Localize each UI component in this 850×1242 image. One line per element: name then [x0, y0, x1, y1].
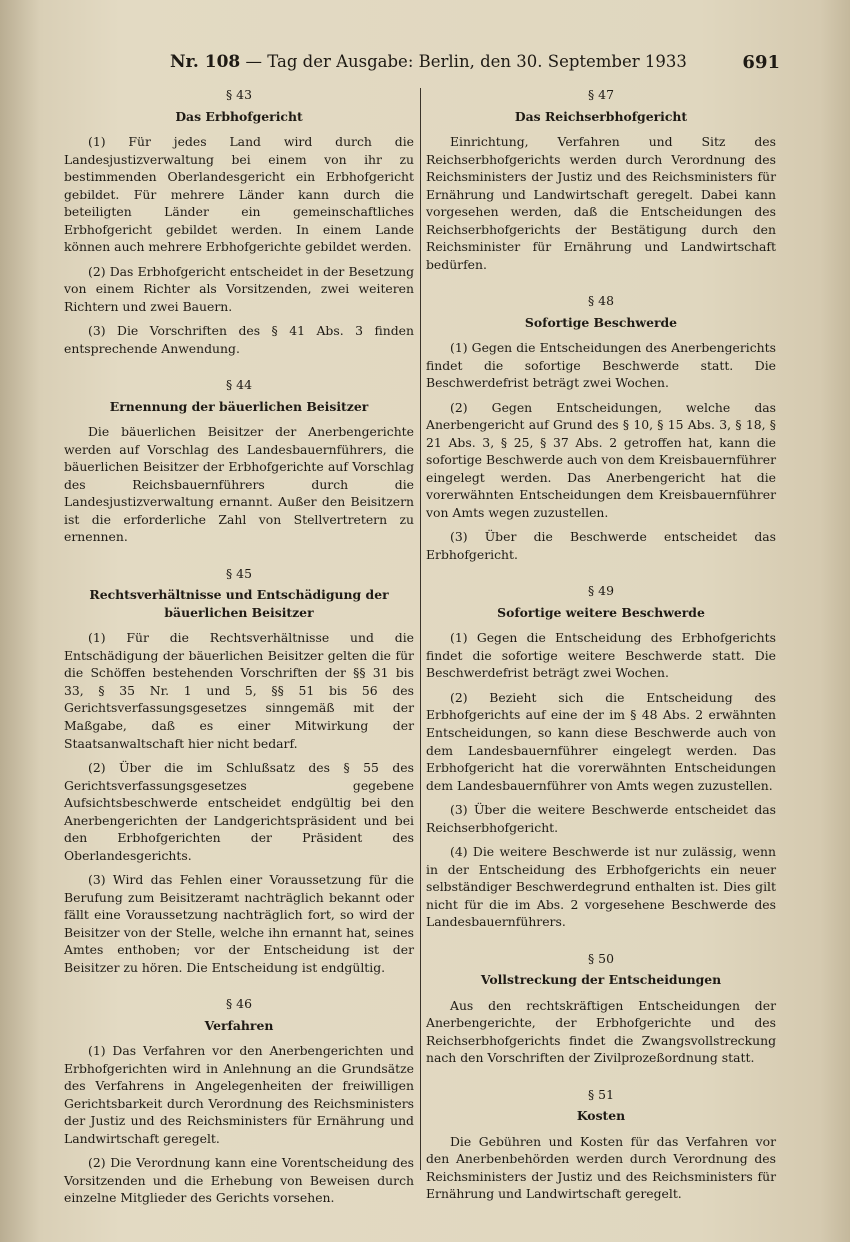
- section-51: [426, 1086, 776, 1203]
- section-number: § 45: [226, 565, 252, 581]
- section-44: [64, 376, 414, 546]
- paragraph: (1) Gegen die Entscheidung des Erbhofgerichts findet die sofortige weitere Beschwerde statt. Die Beschwerdefrist beträgt zwei Wochen.: [426, 630, 776, 681]
- paragraph: (2) Die Verordnung kann eine Vorentscheidung des Vorsitzenden und die Erhebung von Beweisen durch einzelne Mitglieder des Gerichts vorsehen.: [64, 1155, 414, 1206]
- section-title: Sofortige weitere Beschwerde: [497, 604, 705, 620]
- paragraph: Die Gebühren und Kosten für das Verfahren vor den Anerbenbehörden werden durch Verordnung des Reichsministers der Justiz und des Reichsministers für Ernährung und Landwirtschaft geregelt.: [426, 1133, 776, 1202]
- section-number: § 43: [226, 87, 252, 102]
- paragraph: (3) Über die weitere Beschwerde entscheidet das Reichserbhofgericht.: [426, 802, 776, 835]
- paragraph: (1) Für die Rechtsverhältnisse und die Entschädigung der bäuerlichen Beisitzer gelten die für die Schöffen bestehenden Vorschriften der §§ 31 bis 33, § 35 Nr. 1 und 5, §§ 51 bis 56 des Gerichtsverfassungsgesetzes sinngemäß mit der Maßgabe, daß es einer Mitwirkung der Staatsanwaltschaft hier nicht bedarf.: [64, 630, 414, 751]
- section-48: [426, 292, 776, 563]
- paragraph: (4) Die weitere Beschwerde ist nur zulässig, wenn in der Entscheidung des Erbhofgerichts ein neuer selbständiger Beschwerdegrund enthalten ist. Dies gilt nicht für die im Abs. 2 vorgesehene Beschwerde des Landesbauernführers.: [426, 844, 776, 930]
- paragraph: (2) Bezieht sich die Entscheidung des Erbhofgerichts auf eine der im § 48 Abs. 2 erwähnten Entscheidungen, so kann diese Beschwerde auch von dem Landesbauernführer eingelegt werden. Das Erbhofgericht hat die vorerwähnten Entscheidungen dem Landesbauernführer von Amts wegen zuzustellen.: [426, 689, 776, 793]
- paragraph: Aus den rechtskräftigen Entscheidungen der Anerbengerichte, der Erbhofgerichte und des Reichserbhofgerichts findet die Zwangsvollstreckung nach den Vorschriften der Zivilprozeßordnung statt.: [426, 997, 776, 1066]
- section-title: Das Reichserbhofgericht: [514, 108, 688, 124]
- section-49: [426, 582, 776, 930]
- section-45: [64, 565, 414, 976]
- section-number: § 50: [588, 950, 614, 966]
- section-43: [64, 86, 414, 357]
- paragraph: (3) Wird das Fehlen einer Voraussetzung für die Berufung zum Beisitzeramt nachträglich bekannt oder fällt eine Voraussetzung nachträglich fort, so wird der Beisitzer von der Stelle, welche ihn ernannt hat, seines Amtes enthoben; vor der Entscheidung ist der Beisitzer zu hören. Die Entscheidung ist endgültig.: [64, 872, 414, 975]
- section-46: [64, 995, 414, 1207]
- issue-number: Nr. 108: [170, 52, 241, 72]
- paragraph: (1) Das Verfahren vor den Anerbengerichten und Erbhofgerichten wird in Anlehnung an die Grundsätze des Verfahrens in Angelegenheiten der freiwilligen Gerichtsbarkeit durch Verordnung des Reichsministers der Justiz und des Reichsministers für Ernährung und Landwirtschaft geregelt.: [64, 1043, 414, 1146]
- paragraph: (1) Für jedes Land wird durch die Landesjustizverwaltung bei einem von ihr zu bestimmenden Oberlandesgericht ein Erbhofgericht gebildet. Für mehrere Länder kann durch die beteiligten Länder ein gemeinschaftliches Erbhofgericht gebildet werden. In einem Lande können auch mehrere Erbhofgerichte gebildet werden.: [64, 134, 414, 255]
- paragraph: (2) Gegen Entscheidungen, welche das Anerbengericht auf Grund des § 10, § 15 Abs. 3, § 18, § 21 Abs. 3, § 25, § 37 Abs. 2 getroffen hat, kann die sofortige Beschwerde auch von dem Kreisbauernführer eingelegt werden. Das Anerbengericht hat die vorerwähnten Entscheidungen dem Kreisbauernführer von Amts wegen zuzustellen.: [426, 399, 776, 520]
- section-title: Vollstreckung der Entscheidungen: [480, 972, 722, 988]
- section-title: Sofortige Beschwerde: [524, 314, 678, 330]
- right-column: [426, 86, 776, 1210]
- paragraph: (1) Gegen die Entscheidungen des Anerbengerichts findet die sofortige Beschwerde statt. Die Beschwerdefrist beträgt zwei Wochen.: [426, 340, 776, 391]
- section-50: [426, 950, 776, 1067]
- section-title: Verfahren: [204, 1017, 274, 1033]
- section-title: Das Erbhofgericht: [175, 108, 303, 124]
- section-47: [426, 86, 776, 273]
- section-number: § 46: [226, 996, 252, 1012]
- section-number: § 47: [588, 87, 614, 102]
- section-title: Kosten: [576, 1108, 626, 1124]
- column-divider: [420, 88, 421, 1170]
- section-number: § 44: [226, 377, 252, 393]
- paragraph: (3) Die Vorschriften des § 41 Abs. 3 finden entsprechende Anwendung.: [64, 323, 414, 356]
- paragraph: Die bäuerlichen Beisitzer der Anerbengerichte werden auf Vorschlag des Landesbauernführers, die bäuerlichen Beisitzer der Erbhofgerichte auf Vorschlag des Reichsbauernführers durch die Landesjustizverwaltung ernannt. Außer den Beisitzern ist die erforderliche Zahl von Stellvertretern zu ernennen.: [64, 424, 414, 545]
- section-number: § 49: [588, 583, 614, 599]
- paragraph: (2) Das Erbhofgericht entscheidet in der Besetzung von einem Richter als Vorsitzenden, zwei weiteren Richtern und zwei Bauern.: [64, 263, 414, 314]
- left-column: [64, 86, 414, 1214]
- page-header: [170, 52, 780, 78]
- section-title: Ernennung der bäuerlichen Beisitzer: [109, 398, 369, 414]
- paragraph: (2) Über die im Schlußsatz des § 55 des Gerichtsverfassungsgesetzes gegebene Aufsichtsbeschwerde entscheidet endgültig bei den Anerbengerichten der Landgerichtspräsident und bei den Erbhofgerichten der Präsident des Oberlandesgerichts.: [64, 760, 414, 863]
- page-number: 691: [742, 52, 780, 73]
- paragraph: Einrichtung, Verfahren und Sitz des Reichserbhofgerichts werden durch Verordnung des Reichsministers der Justiz und des Reichsministers für Ernährung und Landwirtschaft geregelt. Dabei kann vorgesehen werden, daß die Entscheidungen des Reichserbhofgerichts der Bestätigung durch den Reichsminister für Ernährung und Landwirtschaft bedürfen.: [426, 134, 776, 272]
- section-number: § 51: [588, 1086, 614, 1102]
- section-number: § 48: [588, 293, 614, 309]
- section-title: Rechtsverhältnisse und Entschädigung der bäuerlichen Beisitzer: [89, 587, 389, 620]
- issue-date-line: — Tag der Ausgabe: Berlin, den 30. September 1933: [245, 52, 687, 71]
- paragraph: (3) Über die Beschwerde entscheidet das Erbhofgericht.: [426, 529, 776, 562]
